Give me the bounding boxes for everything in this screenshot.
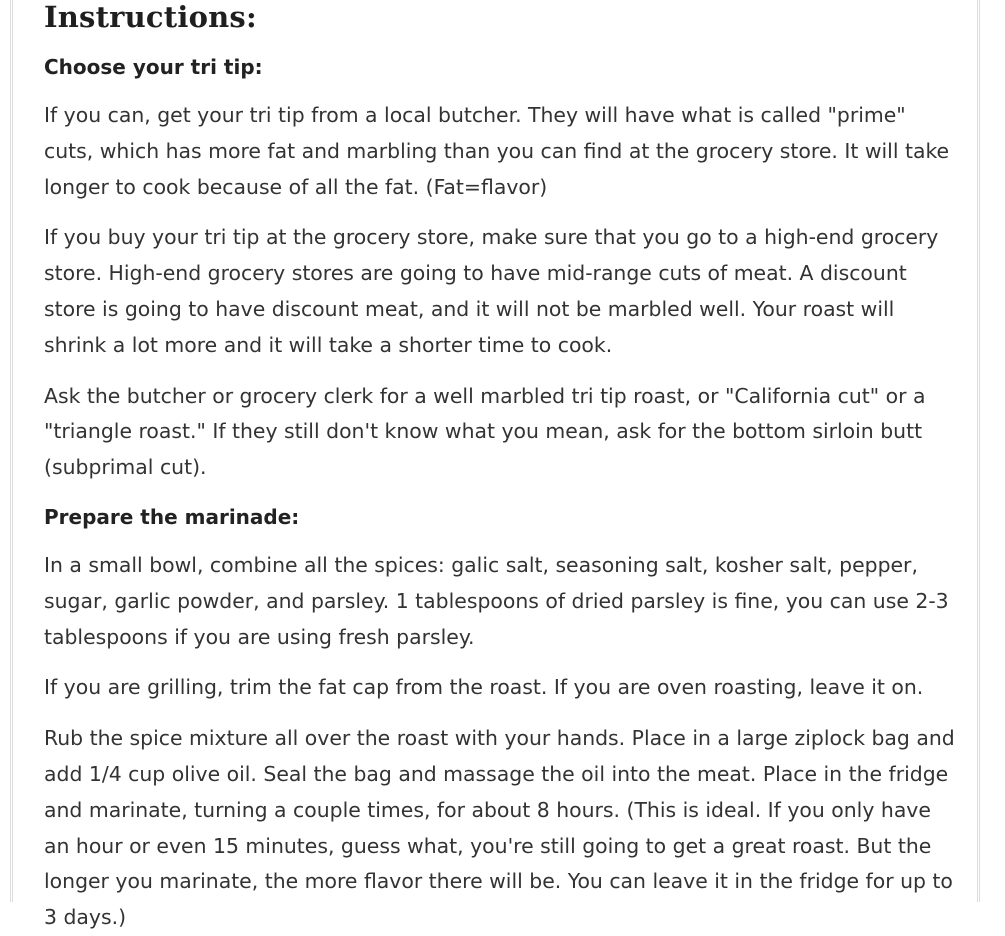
instructions-heading: Instructions: [44, 0, 257, 34]
section-title-choose-tri-tip: Choose your tri tip: [44, 55, 263, 79]
paragraph-ask-butcher: Ask the butcher or grocery clerk for a well marbled tri tip roast, or "California cut" or a "triangle roast." If they still don't know what you mean, ask for the bottom sirloin butt (subprimal cut). [44, 383, 926, 480]
section-title-prepare-marinade: Prepare the marinade: [44, 504, 300, 529]
paragraph-butcher: If you can, get your tri tip from a local butcher. They will have what is called "prime" cuts, which has more fat and marbling than you can find at the grocery store. It will take longer to cook because of all the fat. (Fat=flavor) [44, 103, 950, 199]
article-frame [10, 0, 980, 930]
instructions-content [44, 0, 959, 936]
paragraph-trim-fat: If you are grilling, trim the fat cap from the roast. If you are oven roasting, leave it on. [44, 675, 924, 700]
paragraph-combine-spices: In a small bowl, combine all the spices: galic salt, seasoning salt, kosher salt, pepper, sugar, garlic powder, and parsley. 1 tablespoons of dried parsley is fine, you can use 2-3 tablespoons if you are using fresh parsley. [44, 552, 949, 649]
paragraph-grocery-store: If you buy your tri tip at the grocery store, make sure that you go to a high-end grocery store. High-end grocery stores are going to have mid-range cuts of meat. A discount store is going to have discount meat, and it will not be marbled well. Your roast will shrink a lot more and it will take a shorter time to cook. [44, 225, 939, 357]
paragraph-rub-marinate: Rub the spice mixture all over the roast with your hands. Place in a large ziplock bag and add 1/4 cup olive oil. Seal the bag and massage the oil into the meat. Place in the fridge and marinate, turning a couple times, for about 8 hours. (This is ideal. If you only have an hour or even 15 minutes, guess what, you're still going to get a great roast. But the longer you marinate, the more flavor there will be. You can leave it in the fridge for up to 3 days.) [44, 726, 955, 930]
